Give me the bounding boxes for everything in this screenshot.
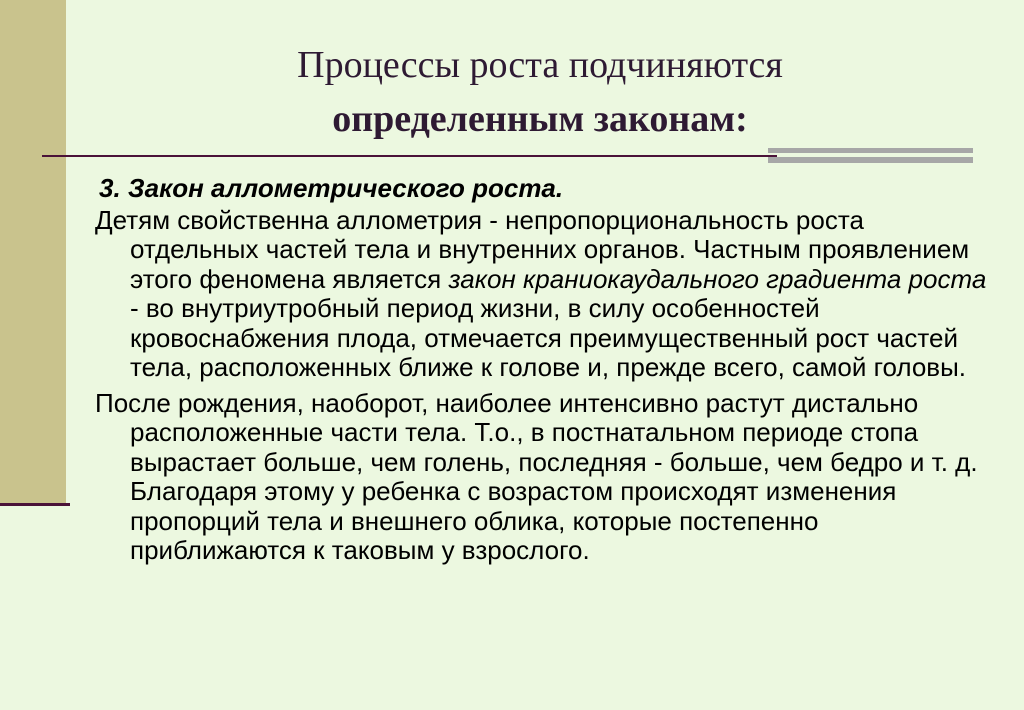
paragraph-allometry-text-after: - во внутриутробный период жизни, в силу особенностей кровоснабжения плода, отмечается преимущественный рост частей тела, расположенных ближе к голове и, прежде всего, самой головы. xyxy=(130,293,967,382)
paragraph-postnatal: После рождения, наоборот, наиболее интенсивно растут дистально расположенные части тела. Т.о., в постнатальном периоде стопа вырастает больше, чем голень, последняя - больше, чем бедро и т. д. Благодаря этому у ребенка с возрастом происходят изменения пропорций тела и внешнего облика, которые постепенно приближаются к таковым у взрослого. xyxy=(95,387,978,565)
paragraph-allometry xyxy=(95,206,995,383)
slide-title-line2: определенным законам: xyxy=(332,98,748,140)
title-underline xyxy=(42,155,777,157)
section-heading: 3. Закон аллометрического роста. xyxy=(99,173,564,203)
left-decorative-bar xyxy=(0,0,66,506)
slide-title xyxy=(200,38,880,146)
left-bar-rule xyxy=(0,503,70,506)
paragraph-allometry-text-before: Детям свойственна аллометрия - непропорциональность роста отдельных частей тела и внутренних органов. Частным проявлением этого феномена является xyxy=(95,204,970,294)
title-accent-bar-bottom xyxy=(768,157,973,163)
title-accent-bar-top xyxy=(768,148,973,153)
paragraph-allometry-emphasis: закон краниокаудального градиента роста xyxy=(448,263,987,294)
slide-body xyxy=(95,174,995,572)
slide-title-line1: Процессы роста подчиняются xyxy=(297,44,783,86)
